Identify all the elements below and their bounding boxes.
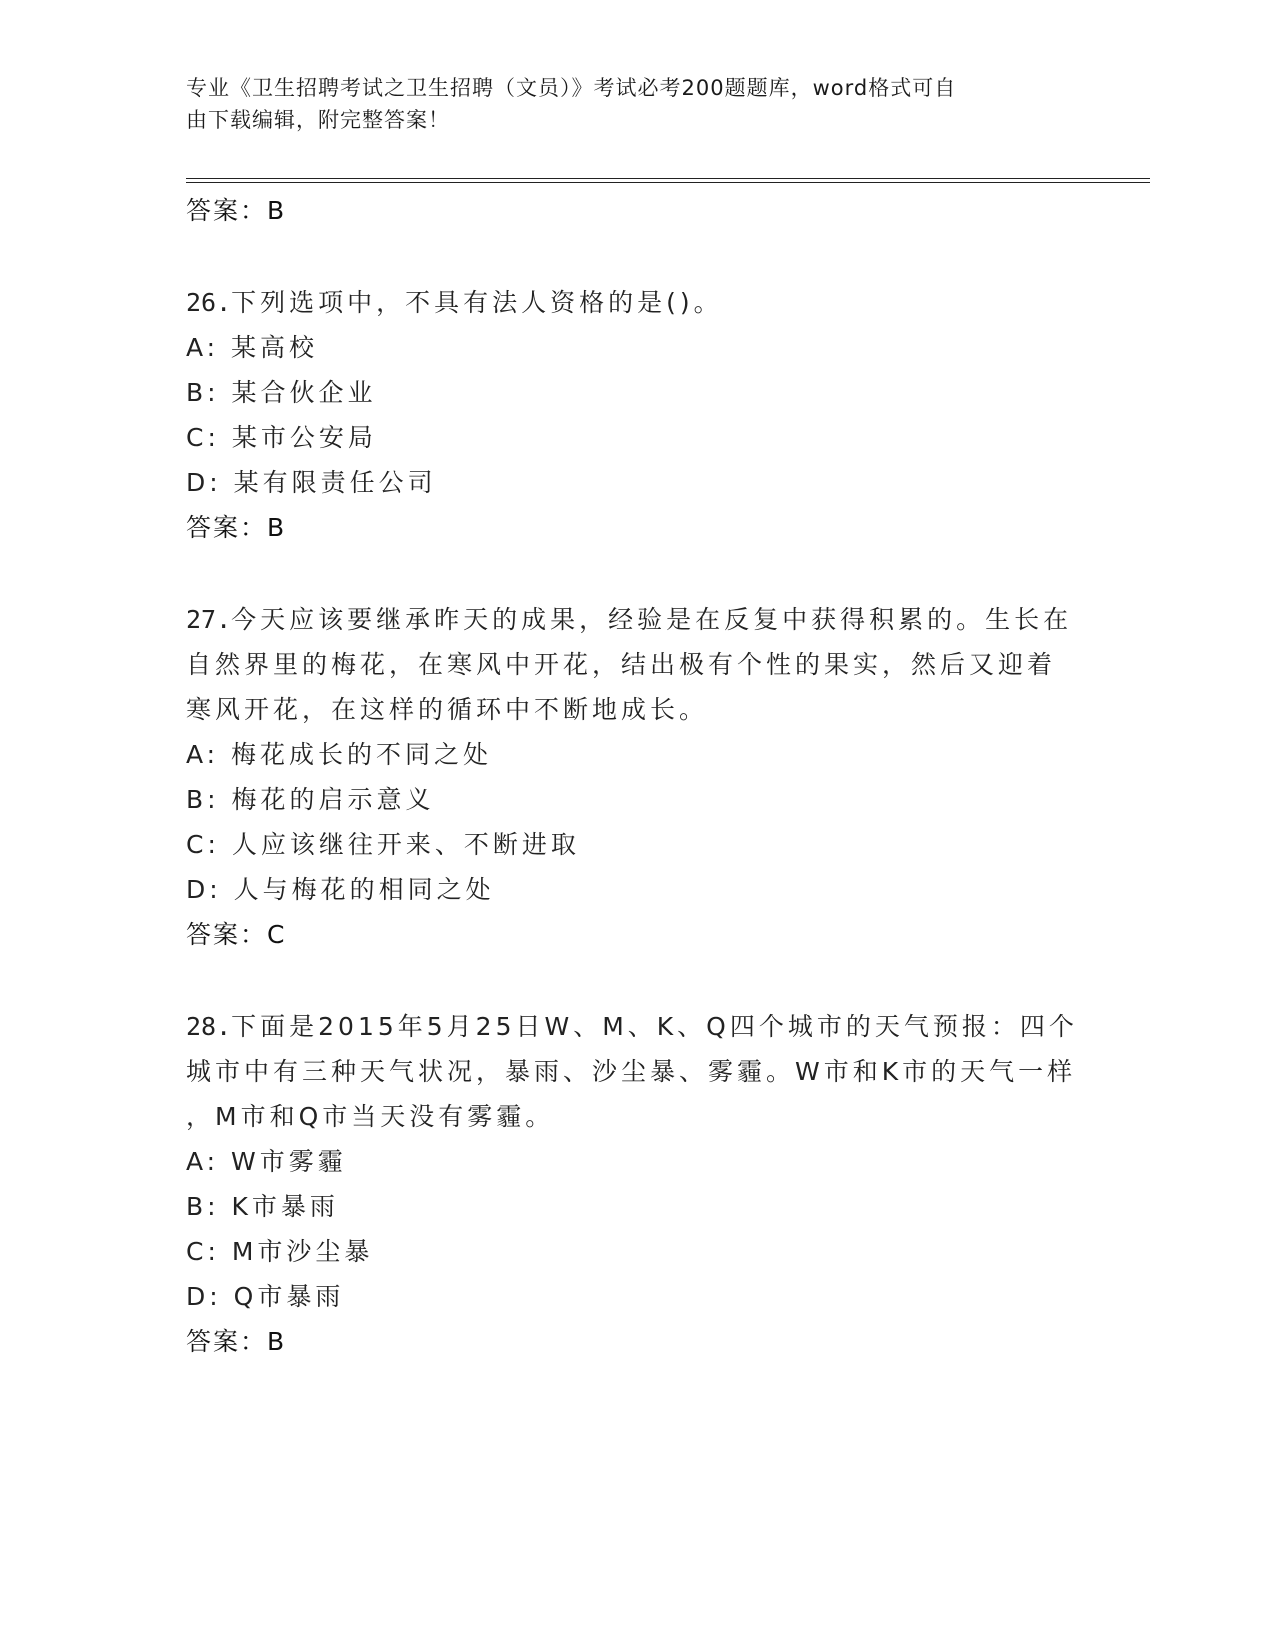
option-a: [186, 732, 1086, 777]
stem-line: 寒风开花，在这样的循环中不断地成长。: [186, 695, 709, 724]
option-a: [186, 325, 1086, 370]
stem-line: 自然界里的梅花，在寒风中开花，结出极有个性的果实，然后又迎着: [186, 650, 1057, 679]
stem-line: ，M市和Q市当天没有雾霾。: [186, 1102, 555, 1131]
option-key: A:: [186, 1147, 220, 1176]
header-line-2: 由下载编辑，附完整答案！: [186, 108, 450, 132]
previous-answer: 答案：B: [186, 196, 287, 225]
option-c: [186, 1229, 1086, 1274]
header-line-1: 专业《卫生招聘考试之卫生招聘（文员）》考试必考200题题库，word格式可自: [186, 76, 957, 100]
header-rule-bottom: [186, 182, 1150, 183]
option-d: [186, 867, 1086, 912]
header-rule-top: [186, 178, 1150, 179]
answer: 答案：C: [186, 920, 287, 949]
stem-line: 下列选项中，不具有法人资格的是()。: [231, 288, 723, 317]
option-a: [186, 1139, 1086, 1184]
stem-line: 下面是2015年5月25日W、M、K、Q四个城市的天气预报：四个: [231, 1012, 1078, 1041]
stem-line: 城市中有三种天气状况，暴雨、沙尘暴、雾霾。W市和K市的天气一样: [186, 1057, 1077, 1086]
stem-line: 今天应该要继承昨天的成果，经验是在反复中获得积累的。生长在: [231, 605, 1073, 634]
question-26: [186, 280, 1086, 550]
option-d: [186, 1274, 1086, 1319]
option-text: Q市暴雨: [233, 1282, 345, 1311]
question-27: [186, 597, 1086, 957]
option-text: 某市公安局: [231, 423, 377, 452]
option-text: 人与梅花的相同之处: [233, 875, 495, 904]
option-key: A:: [186, 333, 220, 362]
option-key: C:: [186, 1237, 220, 1266]
option-b: [186, 1184, 1086, 1229]
document-header: [186, 72, 1066, 136]
option-b: [186, 370, 1086, 415]
question-content: [186, 188, 1086, 1364]
answer: 答案：B: [186, 513, 287, 542]
question-28: [186, 1004, 1086, 1364]
option-text: M市沙尘暴: [231, 1237, 374, 1266]
question-number: 28.: [186, 1012, 232, 1041]
answer: 答案：B: [186, 1327, 287, 1356]
option-text: W市雾霾: [231, 1147, 347, 1176]
option-key: B:: [186, 785, 220, 814]
option-text: 某高校: [231, 333, 319, 362]
option-key: D:: [186, 468, 222, 497]
option-key: D:: [186, 875, 222, 904]
option-key: C:: [186, 423, 220, 452]
option-b: [186, 777, 1086, 822]
option-text: 梅花成长的不同之处: [231, 740, 493, 769]
option-key: C:: [186, 830, 220, 859]
option-key: B:: [186, 1192, 220, 1221]
option-text: K市暴雨: [231, 1192, 339, 1221]
question-stem: [186, 280, 1086, 325]
option-text: 某有限责任公司: [233, 468, 437, 497]
option-text: 人应该继往开来、不断进取: [231, 830, 580, 859]
option-key: B:: [186, 378, 220, 407]
option-key: D:: [186, 1282, 222, 1311]
option-text: 某合伙企业: [231, 378, 377, 407]
option-c: [186, 822, 1086, 867]
option-text: 梅花的启示意义: [231, 785, 435, 814]
question-number: 26.: [186, 288, 232, 317]
option-c: [186, 415, 1086, 460]
option-key: A:: [186, 740, 220, 769]
question-number: 27.: [186, 605, 232, 634]
question-stem: [186, 597, 1086, 732]
question-stem: [186, 1004, 1086, 1139]
option-d: [186, 460, 1086, 505]
